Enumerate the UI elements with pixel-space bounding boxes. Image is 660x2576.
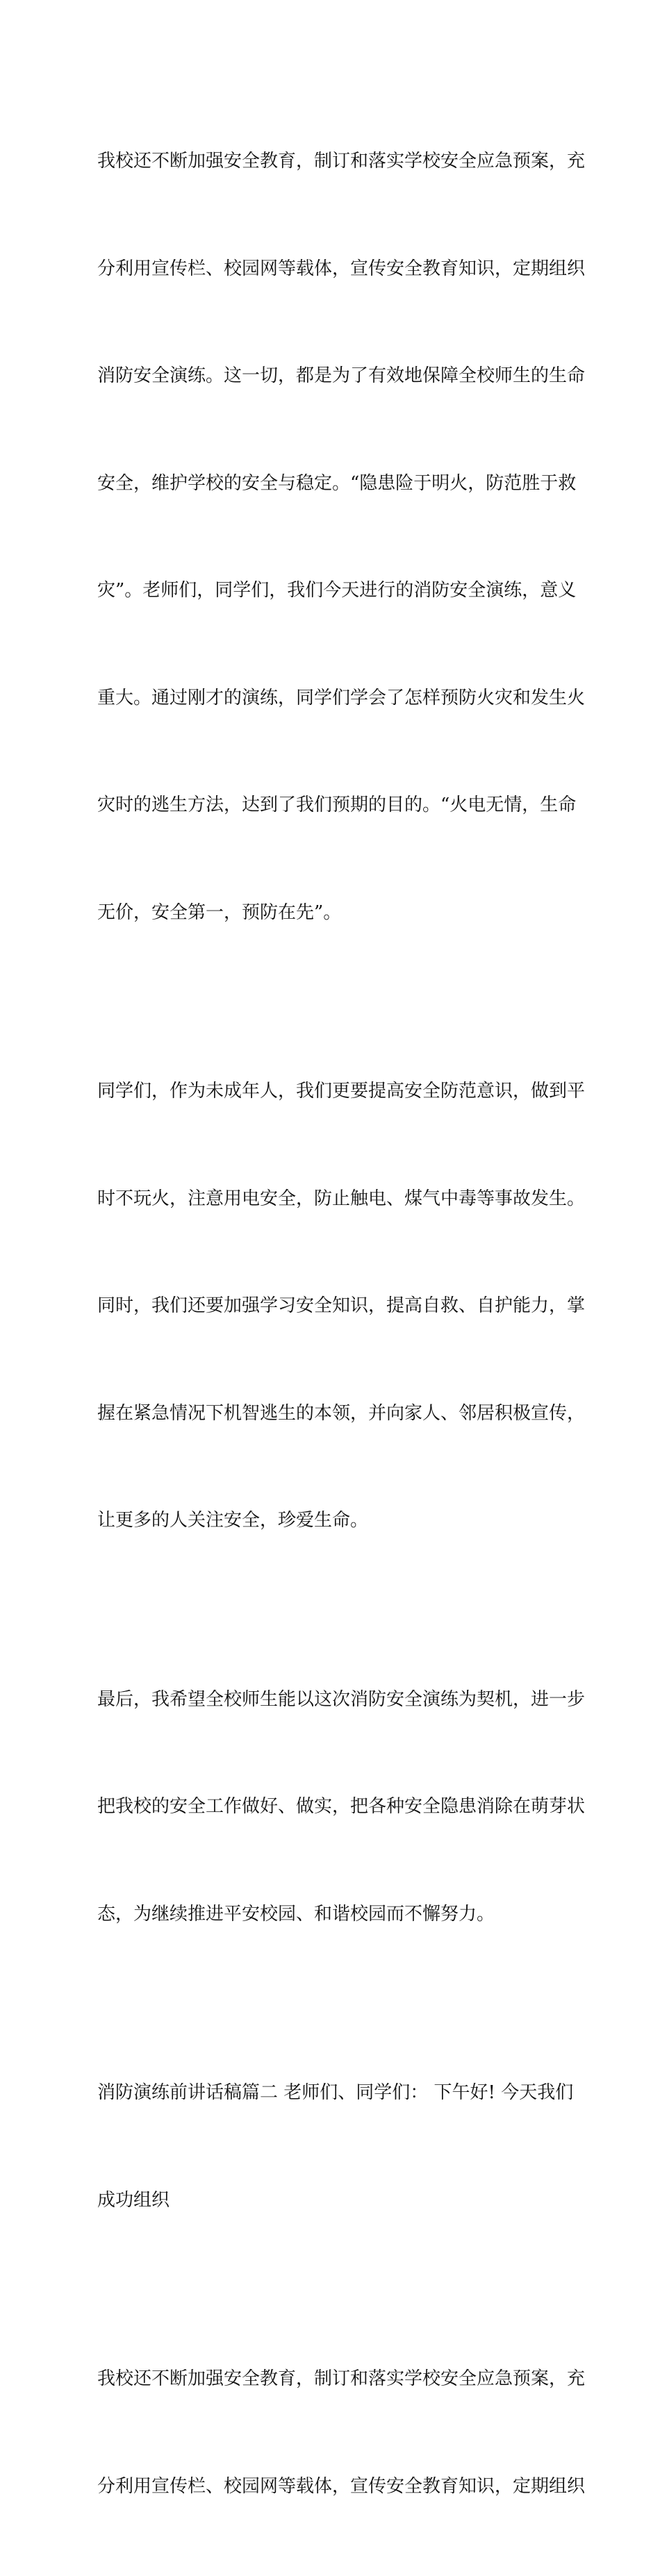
text-line: 同学们，作为未成年人，我们更要提高安全防范意识，做到平 (97, 1081, 586, 1102)
text-line: 态，为继续推进平安校园、和谐校园而不懈努力。 (97, 1903, 495, 1925)
text-line: 最后，我希望全校师生能以这次消防安全演练为契机，进一步 (97, 1688, 586, 1710)
document-body (97, 72, 586, 2576)
text-line: 成功组织 (97, 2189, 170, 2211)
text-line: 灾”。老师们，同学们，我们今天进行的消防安全演练，意义 (97, 580, 577, 601)
text-line: 消防演练前讲话稿篇二 老师们、同学们： 下午好! 今天我们 (97, 2082, 574, 2103)
text-line: 重大。通过刚才的演练，同学们学会了怎样预防火灾和发生火 (97, 687, 586, 708)
paragraph-2 (97, 1002, 586, 1611)
text-line: 无价，安全第一，预防在先”。 (97, 901, 342, 923)
paragraph-1 (97, 72, 586, 1002)
text-line: 灾时的逃生方法，达到了我们预期的目的。“火电无情，生命 (97, 795, 577, 815)
text-line: 把我校的安全工作做好、做实，把各种安全隐患消除在萌芽状 (97, 1796, 586, 1817)
text-line: 同时，我们还要加强学习安全知识，提高自救、自护能力，掌 (97, 1295, 586, 1316)
text-line: 我校还不断加强安全教育，制订和落实学校安全应急预案，充 (97, 151, 586, 172)
text-line: 分利用宣传栏、校园网等载体，宣传安全教育知识，定期组织 (97, 258, 586, 279)
text-line: 让更多的人关注安全，珍爱生命。 (97, 1510, 369, 1531)
text-line: 消防安全演练。这一切，都是为了有效地保障全校师生的生命 (97, 365, 586, 386)
text-line: 时不玩火，注意用电安全，防止触电、煤气中毒等事故发生。 (97, 1188, 586, 1209)
paragraph-3 (97, 1611, 586, 2004)
text-line: 分利用宣传栏、校园网等载体，宣传安全教育知识，定期组织 (97, 2475, 586, 2497)
text-line: 握在紧急情况下机智逃生的本领，并向家人、邻居积极宣传， (97, 1402, 586, 1424)
paragraph-5 (97, 2290, 586, 2576)
text-line: 我校还不断加强安全教育，制订和落实学校安全应急预案，充 (97, 2368, 586, 2389)
text-line: 安全，维护学校的安全与稳定。“隐患险于明火，防范胜于救 (97, 472, 577, 494)
paragraph-4-heading (97, 2004, 574, 2290)
